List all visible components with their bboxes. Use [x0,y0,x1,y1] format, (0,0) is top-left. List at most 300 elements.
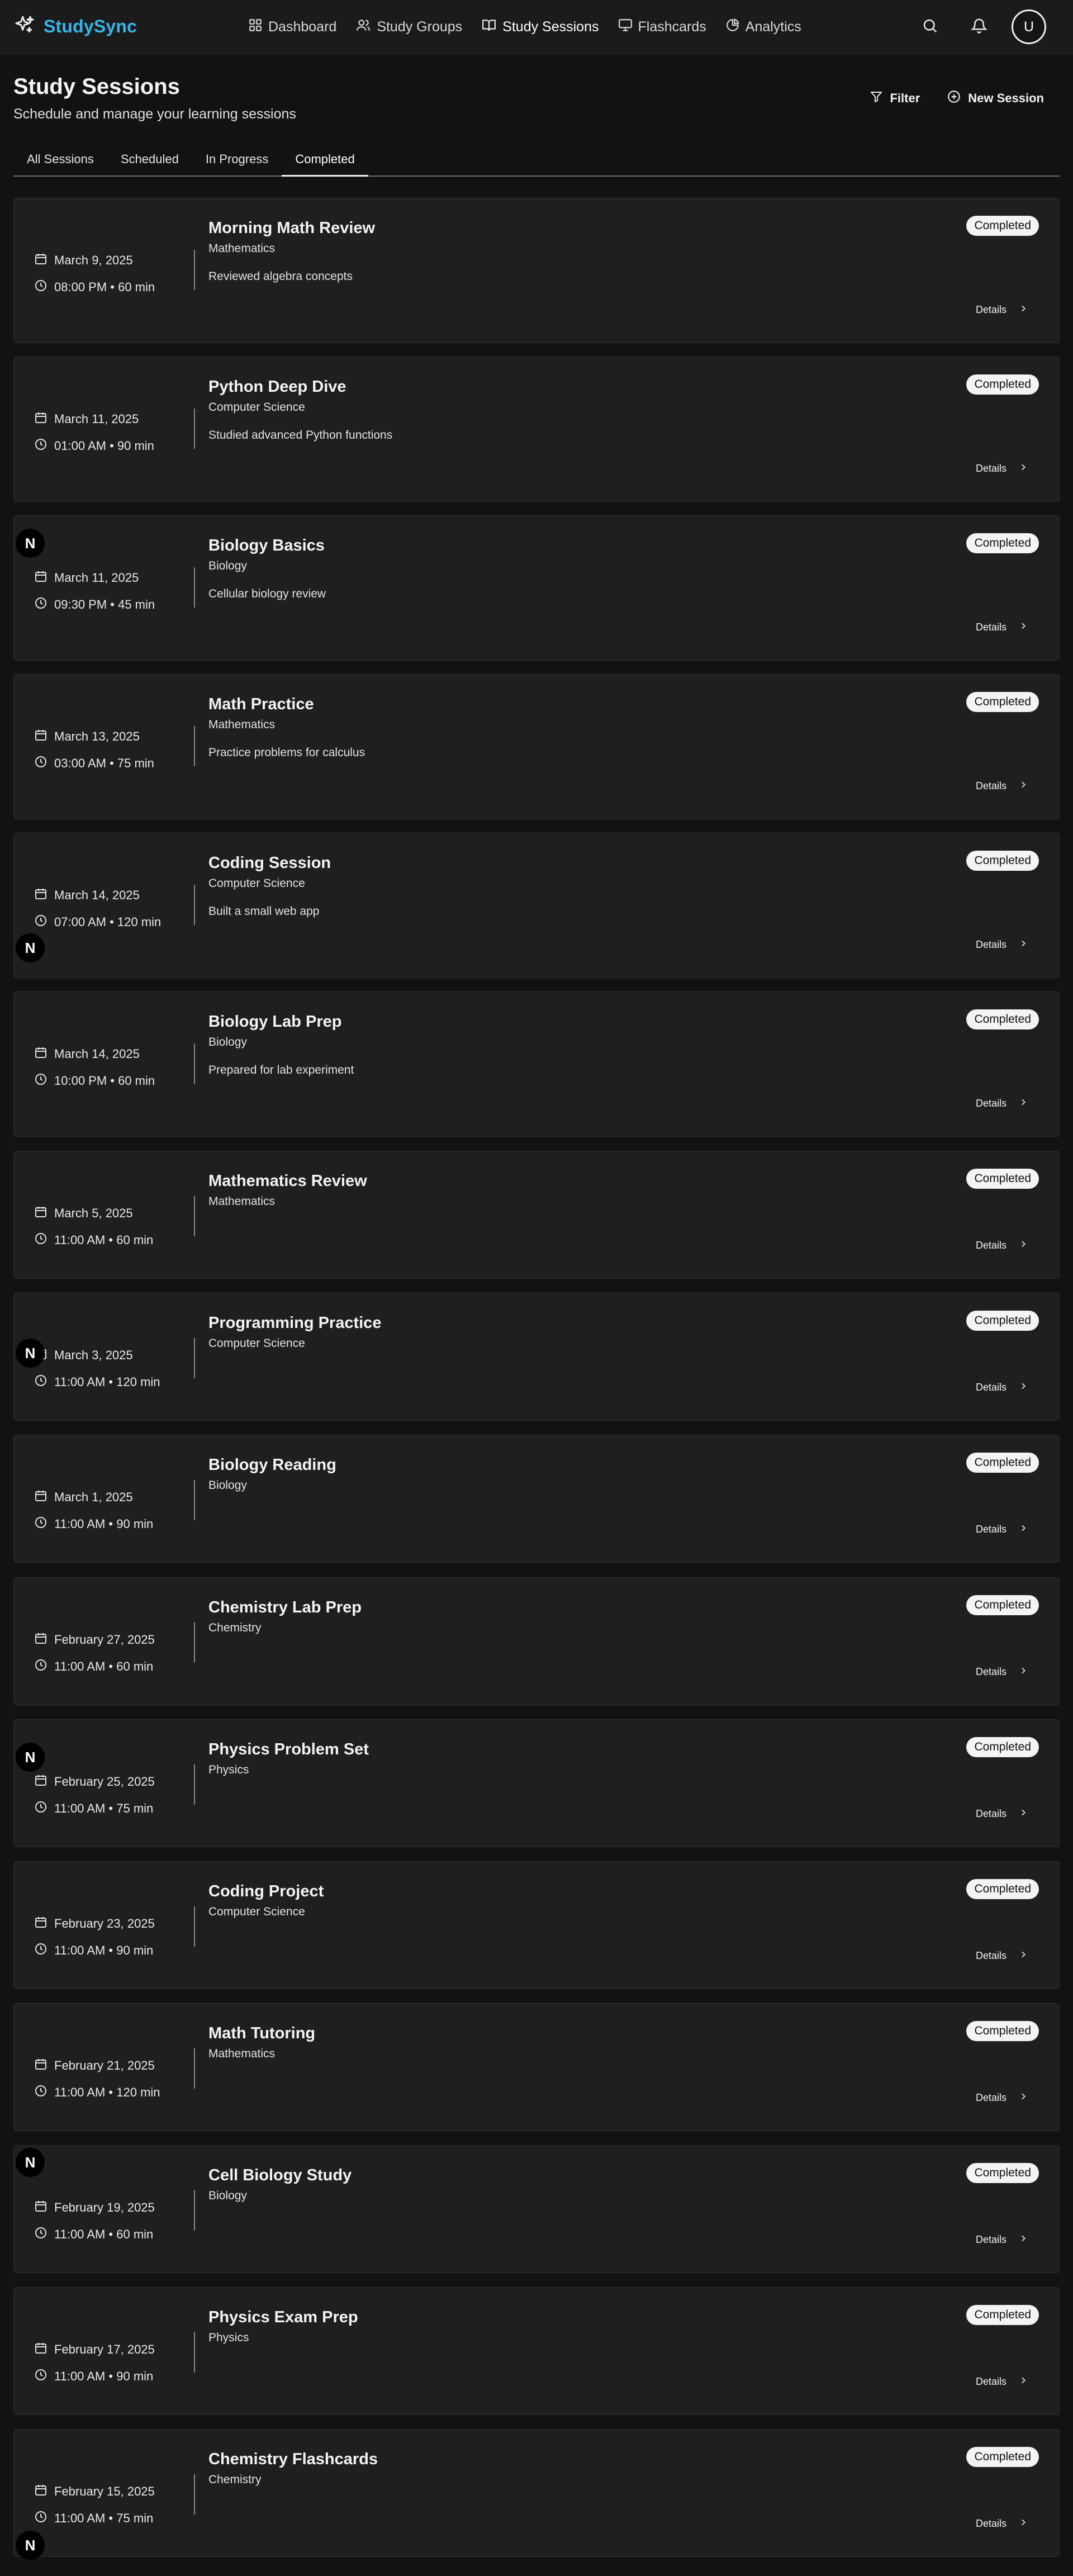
sparkles-logo-icon [13,14,36,39]
status-badge: Completed [966,2163,1039,2183]
session-card[interactable] [13,1719,1060,1847]
session-meta [34,887,161,931]
tab-scheduled[interactable]: Scheduled [120,152,179,166]
nextjs-logo-icon[interactable]: N [16,2531,45,2560]
session-info [208,378,392,442]
details-label: Details [975,1382,1006,1393]
session-date [34,1205,153,1222]
book-open-icon [481,18,497,36]
session-date [34,252,155,269]
details-label: Details [975,2518,1006,2529]
details-label: Details [975,2234,1006,2245]
session-date [34,2341,155,2358]
session-time [34,914,161,931]
session-info [208,695,365,760]
session-card[interactable] [13,2145,1060,2273]
session-date-text: March 11, 2025 [54,412,139,426]
session-date [34,728,154,745]
calendar-icon [34,2057,48,2074]
session-title: Programming Practice [208,1314,382,1332]
session-title: Physics Exam Prep [208,2308,358,2326]
session-date [34,570,155,586]
chevron-right-icon [1019,1524,1028,1535]
session-time-text: 11:00 AM • 120 min [54,2085,160,2099]
page-subtitle: Schedule and manage your learning sessions [13,106,296,122]
header-actions [867,85,1046,112]
session-time [34,1073,155,1089]
session-subject: Mathematics [208,2047,276,2060]
session-time [34,1516,153,1533]
session-time-text: 11:00 AM • 90 min [54,1517,154,1531]
status-badge: Completed [966,692,1039,712]
session-time [34,2368,155,2385]
clock-icon [34,438,48,454]
session-description: Cellular biology review [208,587,326,600]
session-time-text: 01:00 AM • 90 min [54,439,154,453]
card-divider [194,2474,195,2515]
filter-label: Filter [890,91,920,105]
session-time-text: 11:00 AM • 60 min [54,1659,154,1673]
details-label: Details [975,2376,1006,2387]
clock-icon [34,1073,48,1089]
session-card[interactable] [13,2287,1060,2415]
session-info [208,1314,381,1350]
session-title: Chemistry Lab Prep [208,1598,362,1616]
clock-icon [34,914,48,931]
card-divider [194,2048,195,2089]
session-card[interactable] [13,1293,1060,1421]
card-divider [194,1906,195,1947]
chevron-right-icon [1019,463,1028,475]
status-badge: Completed [966,216,1039,236]
new-session-button[interactable] [944,85,1046,112]
nextjs-logo-icon[interactable]: N [16,933,45,962]
card-divider [194,1764,195,1805]
session-date [34,1631,155,1648]
session-date-text: February 17, 2025 [54,2342,155,2356]
session-meta [34,1046,155,1089]
details-label: Details [975,2092,1006,2103]
session-meta [34,1489,153,1533]
nextjs-logo-icon[interactable]: N [16,529,45,558]
session-date-text: March 13, 2025 [54,729,140,743]
session-title: Cell Biology Study [208,2166,352,2184]
card-divider [194,409,195,449]
session-time [34,596,155,613]
session-card[interactable] [13,1435,1060,1563]
session-time [34,1374,160,1391]
status-badge: Completed [966,1169,1039,1189]
session-info [208,1456,336,1492]
session-subject: Biology [208,1479,247,1492]
session-card[interactable] [13,515,1060,661]
session-date [34,2199,155,2216]
session-time [34,1232,153,1249]
card-divider [194,726,195,766]
session-time-text: 07:00 AM • 120 min [54,915,162,929]
calendar-icon [34,1773,48,1790]
session-meta [34,1347,160,1391]
details-label: Details [975,1666,1006,1677]
session-time-text: 03:00 AM • 75 min [54,756,154,770]
nav-study-groups[interactable] [355,18,462,36]
session-date [34,2057,160,2074]
session-date [34,2483,155,2500]
clock-icon [34,1800,48,1817]
chevron-right-icon [1019,939,1028,951]
top-navbar [0,0,1073,54]
session-date [34,1773,155,1790]
session-card[interactable] [13,198,1060,343]
details-button[interactable] [976,2234,1028,2246]
session-subject: Mathematics [208,242,276,255]
session-info [208,2450,378,2487]
status-badge: Completed [966,2447,1039,2467]
session-subject: Chemistry [208,2473,262,2486]
details-button[interactable] [976,1808,1028,1820]
session-info [208,2166,352,2203]
session-meta [34,1773,155,1817]
session-date-text: February 27, 2025 [54,1633,155,1647]
clock-icon [34,279,48,296]
session-meta [34,1915,155,1959]
calendar-icon [34,2341,48,2358]
filter-button[interactable] [867,86,922,111]
plus-circle-icon [947,89,961,107]
session-date [34,1915,155,1932]
session-subject: Biology [208,2189,247,2202]
session-date-text: February 23, 2025 [54,1916,155,1930]
tab-in-progress[interactable]: In Progress [205,152,269,166]
card-divider [194,567,195,608]
session-meta [34,2199,155,2243]
notifications-button[interactable] [962,10,996,44]
session-meta [34,2057,160,2101]
clock-icon [34,2084,48,2101]
session-date [34,887,161,904]
session-time [34,2084,160,2101]
session-meta [34,2483,155,2527]
details-label: Details [975,1098,1006,1109]
clock-icon [34,755,48,772]
session-info [208,854,331,918]
card-divider [194,1043,195,1084]
clock-icon [34,1658,48,1675]
new-session-label: New Session [968,91,1044,105]
calendar-icon [34,570,48,586]
session-date [34,1046,155,1062]
status-badge: Completed [966,533,1039,553]
page-title: Study Sessions [13,74,180,99]
session-subject: Computer Science [208,401,305,414]
session-title: Biology Reading [208,1456,336,1474]
session-time-text: 10:00 PM • 60 min [54,1074,155,1088]
calendar-icon [34,2199,48,2216]
clock-icon [34,1516,48,1533]
details-button[interactable] [976,304,1028,316]
session-time-text: 11:00 AM • 60 min [54,1233,154,1247]
details-label: Details [975,463,1006,474]
card-divider [194,1196,195,1236]
session-card[interactable] [13,1151,1060,1279]
session-card[interactable] [13,2003,1060,2131]
calendar-icon [34,1915,48,1932]
session-card[interactable] [13,674,1060,819]
details-button[interactable] [976,2092,1028,2104]
clock-icon [34,1232,48,1249]
session-date-text: February 21, 2025 [54,2058,155,2072]
chevron-right-icon [1019,2092,1028,2104]
session-time-text: 11:00 AM • 90 min [54,2369,154,2383]
session-time [34,2226,155,2243]
details-label: Details [975,780,1006,791]
session-subject: Chemistry [208,1621,262,1634]
card-divider [194,885,195,925]
chevron-right-icon [1019,622,1028,633]
chevron-right-icon [1019,1666,1028,1678]
session-date-text: March 14, 2025 [54,1047,140,1061]
clock-icon [34,1374,48,1391]
brand[interactable] [13,14,137,39]
session-meta [34,570,155,613]
session-info [208,2024,315,2061]
calendar-icon [34,1489,48,1506]
session-meta [34,1631,155,1675]
session-date-text: February 25, 2025 [54,1775,155,1789]
calendar-icon [34,2483,48,2500]
session-card[interactable] [13,357,1060,502]
search-button[interactable] [913,10,947,44]
session-time-text: 11:00 AM • 120 min [54,1375,160,1389]
status-badge: Completed [966,1595,1039,1615]
session-subject: Mathematics [208,718,276,731]
session-title: Biology Lab Prep [208,1013,342,1031]
chevron-right-icon [1019,1098,1028,1109]
session-card[interactable] [13,833,1060,978]
session-date-text: March 1, 2025 [54,1490,133,1504]
session-title: Physics Problem Set [208,1740,369,1758]
details-button[interactable] [976,1950,1028,1962]
calendar-icon [34,1631,48,1648]
chevron-right-icon [1019,1240,1028,1251]
session-description: Studied advanced Python functions [208,429,393,442]
nav-label: Analytics [745,18,801,35]
details-button[interactable] [976,622,1028,633]
session-card[interactable] [13,992,1060,1137]
users-icon [355,18,371,36]
session-title: Coding Project [208,1882,324,1900]
bell-icon [971,17,987,37]
details-button[interactable] [976,1240,1028,1251]
details-label: Details [975,1524,1006,1535]
session-info [208,1172,367,1208]
session-date [34,411,154,428]
session-time [34,279,155,296]
session-title: Math Practice [208,695,314,713]
session-date-text: March 11, 2025 [54,571,139,585]
details-button[interactable] [976,2518,1028,2530]
session-info [208,2308,358,2345]
presentation-icon [618,18,633,36]
user-avatar[interactable]: U [1012,10,1046,44]
nav-analytics[interactable] [725,18,801,36]
chevron-right-icon [1019,780,1028,792]
chevron-right-icon [1019,1382,1028,1393]
session-time [34,1942,155,1959]
session-date [34,1347,160,1364]
session-meta [34,411,154,454]
status-badge: Completed [966,851,1039,871]
session-meta [34,252,155,296]
details-button[interactable] [976,780,1028,792]
status-badge: Completed [966,2305,1039,2325]
status-badge: Completed [966,1453,1039,1473]
details-button[interactable] [976,939,1028,951]
details-button[interactable] [976,2376,1028,2388]
clock-icon [34,2226,48,2243]
session-time-text: 11:00 AM • 90 min [54,1943,154,1957]
card-divider [194,2332,195,2373]
session-date-text: March 5, 2025 [54,1206,133,1220]
card-divider [194,1338,195,1378]
details-label: Details [975,1950,1006,1961]
session-description: Built a small web app [208,905,320,918]
nav-study-sessions[interactable] [481,18,599,36]
session-title: Biology Basics [208,537,325,554]
calendar-icon [34,252,48,269]
session-title: Math Tutoring [208,2024,316,2042]
nextjs-logo-icon[interactable]: N [16,2148,45,2177]
pie-chart-icon [725,18,740,36]
session-date-text: February 15, 2025 [54,2484,155,2498]
chevron-right-icon [1019,2234,1028,2246]
session-date-text: March 9, 2025 [54,253,133,267]
details-label: Details [975,1808,1006,1819]
app-name: StudySync [44,16,137,36]
session-time [34,1658,155,1675]
tab-all-sessions[interactable]: All Sessions [27,152,94,166]
clock-icon [34,2510,48,2527]
session-date [34,1489,153,1506]
session-time-text: 09:30 PM • 45 min [54,597,155,611]
details-button[interactable] [976,1098,1028,1109]
session-time-text: 11:00 AM • 75 min [54,1801,154,1815]
nextjs-logo-icon[interactable]: N [16,1743,45,1772]
session-info [208,1013,354,1077]
card-divider [194,250,195,290]
session-time-text: 11:00 AM • 60 min [54,2227,154,2241]
session-date-text: March 3, 2025 [54,1348,133,1362]
session-info [208,537,326,601]
details-button[interactable] [976,1524,1028,1535]
session-info [208,219,375,283]
calendar-icon [34,728,48,745]
status-badge: Completed [966,374,1039,395]
session-title: Python Deep Dive [208,378,346,396]
nav-dashboard[interactable] [248,18,336,36]
filter-icon [870,90,883,107]
chevron-right-icon [1019,1950,1028,1962]
session-subject: Physics [208,1763,249,1776]
session-subject: Biology [208,559,247,572]
calendar-icon [34,411,48,428]
session-meta [34,728,154,772]
details-label: Details [975,939,1006,950]
nav-label: Flashcards [638,18,706,35]
session-description: Prepared for lab experiment [208,1064,354,1076]
session-card[interactable] [13,2429,1060,2557]
status-badge: Completed [966,1879,1039,1899]
session-time-text: 08:00 PM • 60 min [54,280,155,294]
main-nav [248,0,820,54]
chevron-right-icon [1019,2376,1028,2388]
status-badge: Completed [966,2021,1039,2041]
status-badge: Completed [966,1311,1039,1331]
session-date-text: March 14, 2025 [54,888,140,902]
clock-icon [34,2368,48,2385]
session-card[interactable] [13,1577,1060,1705]
tab-completed[interactable]: Completed [282,144,368,177]
session-meta [34,1205,153,1249]
session-subject: Mathematics [208,1195,276,1208]
session-title: Morning Math Review [208,219,376,237]
nav-flashcards[interactable] [618,18,706,36]
details-button[interactable] [976,463,1028,475]
session-subject: Physics [208,2331,249,2344]
nav-label: Study Groups [377,18,463,35]
clock-icon [34,596,48,613]
session-info [208,1598,362,1635]
session-subject: Computer Science [208,1905,305,1918]
details-button[interactable] [976,1382,1028,1393]
chevron-right-icon [1019,2518,1028,2530]
session-time-text: 11:00 AM • 75 min [54,2511,154,2525]
session-subject: Biology [208,1036,247,1049]
nav-label: Study Sessions [502,18,599,35]
session-meta [34,2341,155,2385]
details-button[interactable] [976,1666,1028,1678]
session-time [34,438,154,454]
nav-label: Dashboard [268,18,337,35]
calendar-icon [34,887,48,904]
card-divider [194,1623,195,1663]
nav-actions [898,0,1046,54]
session-subject: Computer Science [208,877,305,890]
dashboard-icon [248,18,263,36]
status-badge: Completed [966,1737,1039,1757]
chevron-right-icon [1019,304,1028,316]
session-time [34,1800,155,1817]
nextjs-logo-icon[interactable]: N [16,1339,45,1368]
details-label: Details [975,304,1006,315]
session-info [208,1882,324,1919]
session-time [34,755,154,772]
session-subject: Computer Science [208,1337,305,1350]
search-icon [922,17,938,37]
session-description: Reviewed algebra concepts [208,270,353,283]
details-label: Details [975,622,1006,633]
session-description: Practice problems for calculus [208,746,365,759]
status-badge: Completed [966,1009,1039,1030]
calendar-icon [34,1046,48,1062]
session-tabs [13,144,1060,177]
session-card[interactable] [13,1861,1060,1989]
chevron-right-icon [1019,1808,1028,1820]
session-title: Coding Session [208,854,331,872]
details-label: Details [975,1240,1006,1251]
card-divider [194,1480,195,1520]
calendar-icon [34,1205,48,1222]
